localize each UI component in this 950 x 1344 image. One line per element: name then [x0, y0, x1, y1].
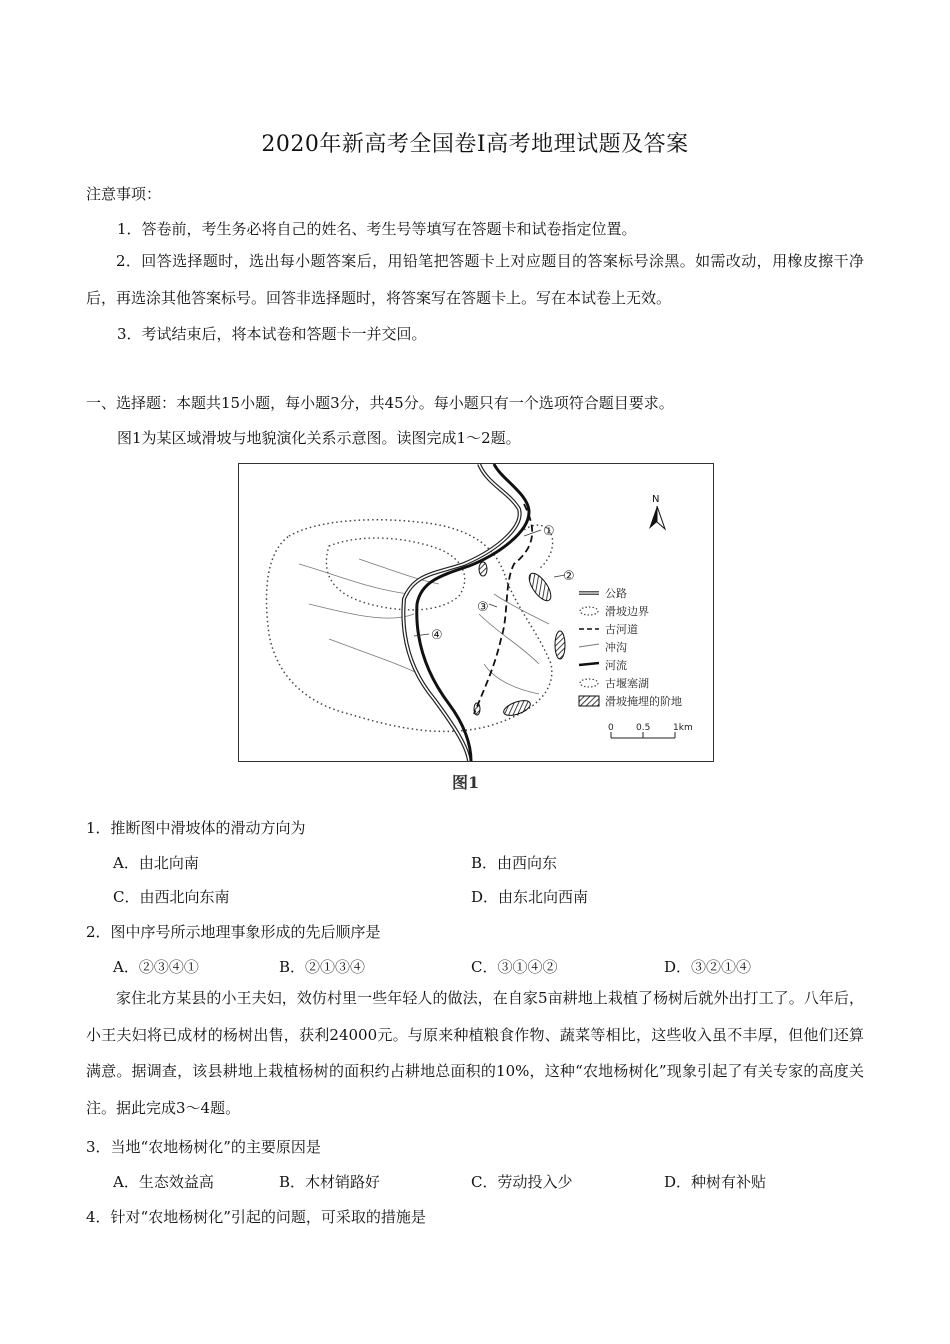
q3-option-c: C．劳动投入少: [471, 1173, 573, 1191]
svg-text:0.5: 0.5: [636, 723, 651, 733]
legend-road: 公路: [605, 587, 627, 600]
north-arrow-icon: [649, 494, 665, 529]
landslide-map: [239, 464, 713, 761]
landslide-boundary: [266, 520, 551, 732]
notice-heading: 注意事项：: [86, 185, 162, 203]
legend-gully: 冲沟: [605, 641, 627, 654]
terrace-3: [555, 631, 565, 659]
q2-option-d: D．③②①④: [664, 958, 752, 976]
landslide-map-figure: [238, 463, 714, 762]
marker-4: ④: [431, 628, 443, 643]
scale-bar: [608, 723, 693, 738]
q1-stem: 1．推断图中滑坡体的滑动方向为: [86, 819, 306, 837]
legend-river: 河流: [605, 659, 627, 672]
q1-option-b: B．由西向东: [471, 854, 558, 872]
q3-stem: 3．当地“农地杨树化”的主要原因是: [86, 1138, 321, 1156]
marker-2: ②: [563, 569, 575, 584]
notice-item-2: 2．回答选择题时，选出每小题答案后，用铅笔把答题卡上对应题目的答案标号涂黑。如需改动，用橡皮擦干净后，再选涂其他答案标号。回答非选择题时，将答案写在答题卡上。写在本试卷上无效。: [86, 252, 864, 307]
q2-option-b: B．②①③④: [279, 958, 366, 976]
figure-intro: 图1为某区域滑坡与地貌演化关系示意图。读图完成1～2题。: [117, 429, 521, 447]
page-title: 2020年新高考全国卷Ⅰ高考地理试题及答案: [261, 132, 689, 157]
terrace-5: [474, 703, 480, 715]
notice-item-1: 1．答卷前，考生务必将自己的姓名、考生号等填写在答题卡和试卷指定位置。: [117, 220, 637, 238]
legend-landslide-boundary: 滑坡边界: [605, 605, 649, 618]
map-legend: [579, 587, 682, 708]
legend-dammed-lake: 古堰塞湖: [605, 677, 649, 690]
svg-text:1km: 1km: [673, 723, 693, 733]
legend-old-channel: 古河道: [605, 623, 638, 636]
figure-caption: 图1: [452, 773, 480, 792]
marker-1: ①: [543, 524, 555, 539]
notice-item-3: 3．考试结束后，将本试卷和答题卡一并交回。: [117, 325, 427, 343]
q2-option-a: A．②③④①: [113, 958, 199, 976]
legend-buried-terrace: 滑坡掩埋的阶地: [605, 695, 682, 708]
marker-3: ③: [477, 600, 489, 615]
section-heading: 一、选择题：本题共15小题，每小题3分，共45分。每小题只有一个选项符合题目要求。: [86, 394, 674, 412]
q1-option-c: C．由西北向东南: [113, 888, 230, 906]
svg-text:0: 0: [608, 723, 614, 733]
q1-option-a: A．由北向南: [113, 854, 199, 872]
q4-stem: 4．针对“农地杨树化”引起的问题，可采取的措施是: [86, 1208, 426, 1226]
q2-stem: 2．图中序号所示地理事象形成的先后顺序是: [86, 923, 381, 941]
q2-option-c: C．③①④②: [471, 958, 558, 976]
terrace-2: [479, 562, 487, 576]
terrace-4: [502, 698, 532, 719]
q3-option-d: D．种树有补贴: [664, 1173, 767, 1191]
river: [417, 464, 529, 761]
q1-option-d: D．由东北向西南: [471, 888, 589, 906]
q3-option-b: B．木材销路好: [279, 1173, 381, 1191]
terrace-1: [525, 570, 555, 604]
road: [403, 464, 519, 761]
passage-poplar: 家住北方某县的小王夫妇，效仿村里一些年轻人的做法，在自家5亩耕地上栽植了杨树后就外出打工了。八年后，小王夫妇将已成材的杨树出售，获利24000元。与原来种植粮食作物、蔬菜等相比，这些收入虽不丰厚，但他们还算满意。据调查，该县耕地上栽植杨树的面积约占耕地总面积的10%，这种“农地杨树化”现象引起了有关专家的高度关注。据此完成3～4题。: [86, 989, 864, 1117]
q3-option-a: A．生态效益高: [113, 1173, 214, 1191]
svg-text:N: N: [652, 494, 660, 505]
